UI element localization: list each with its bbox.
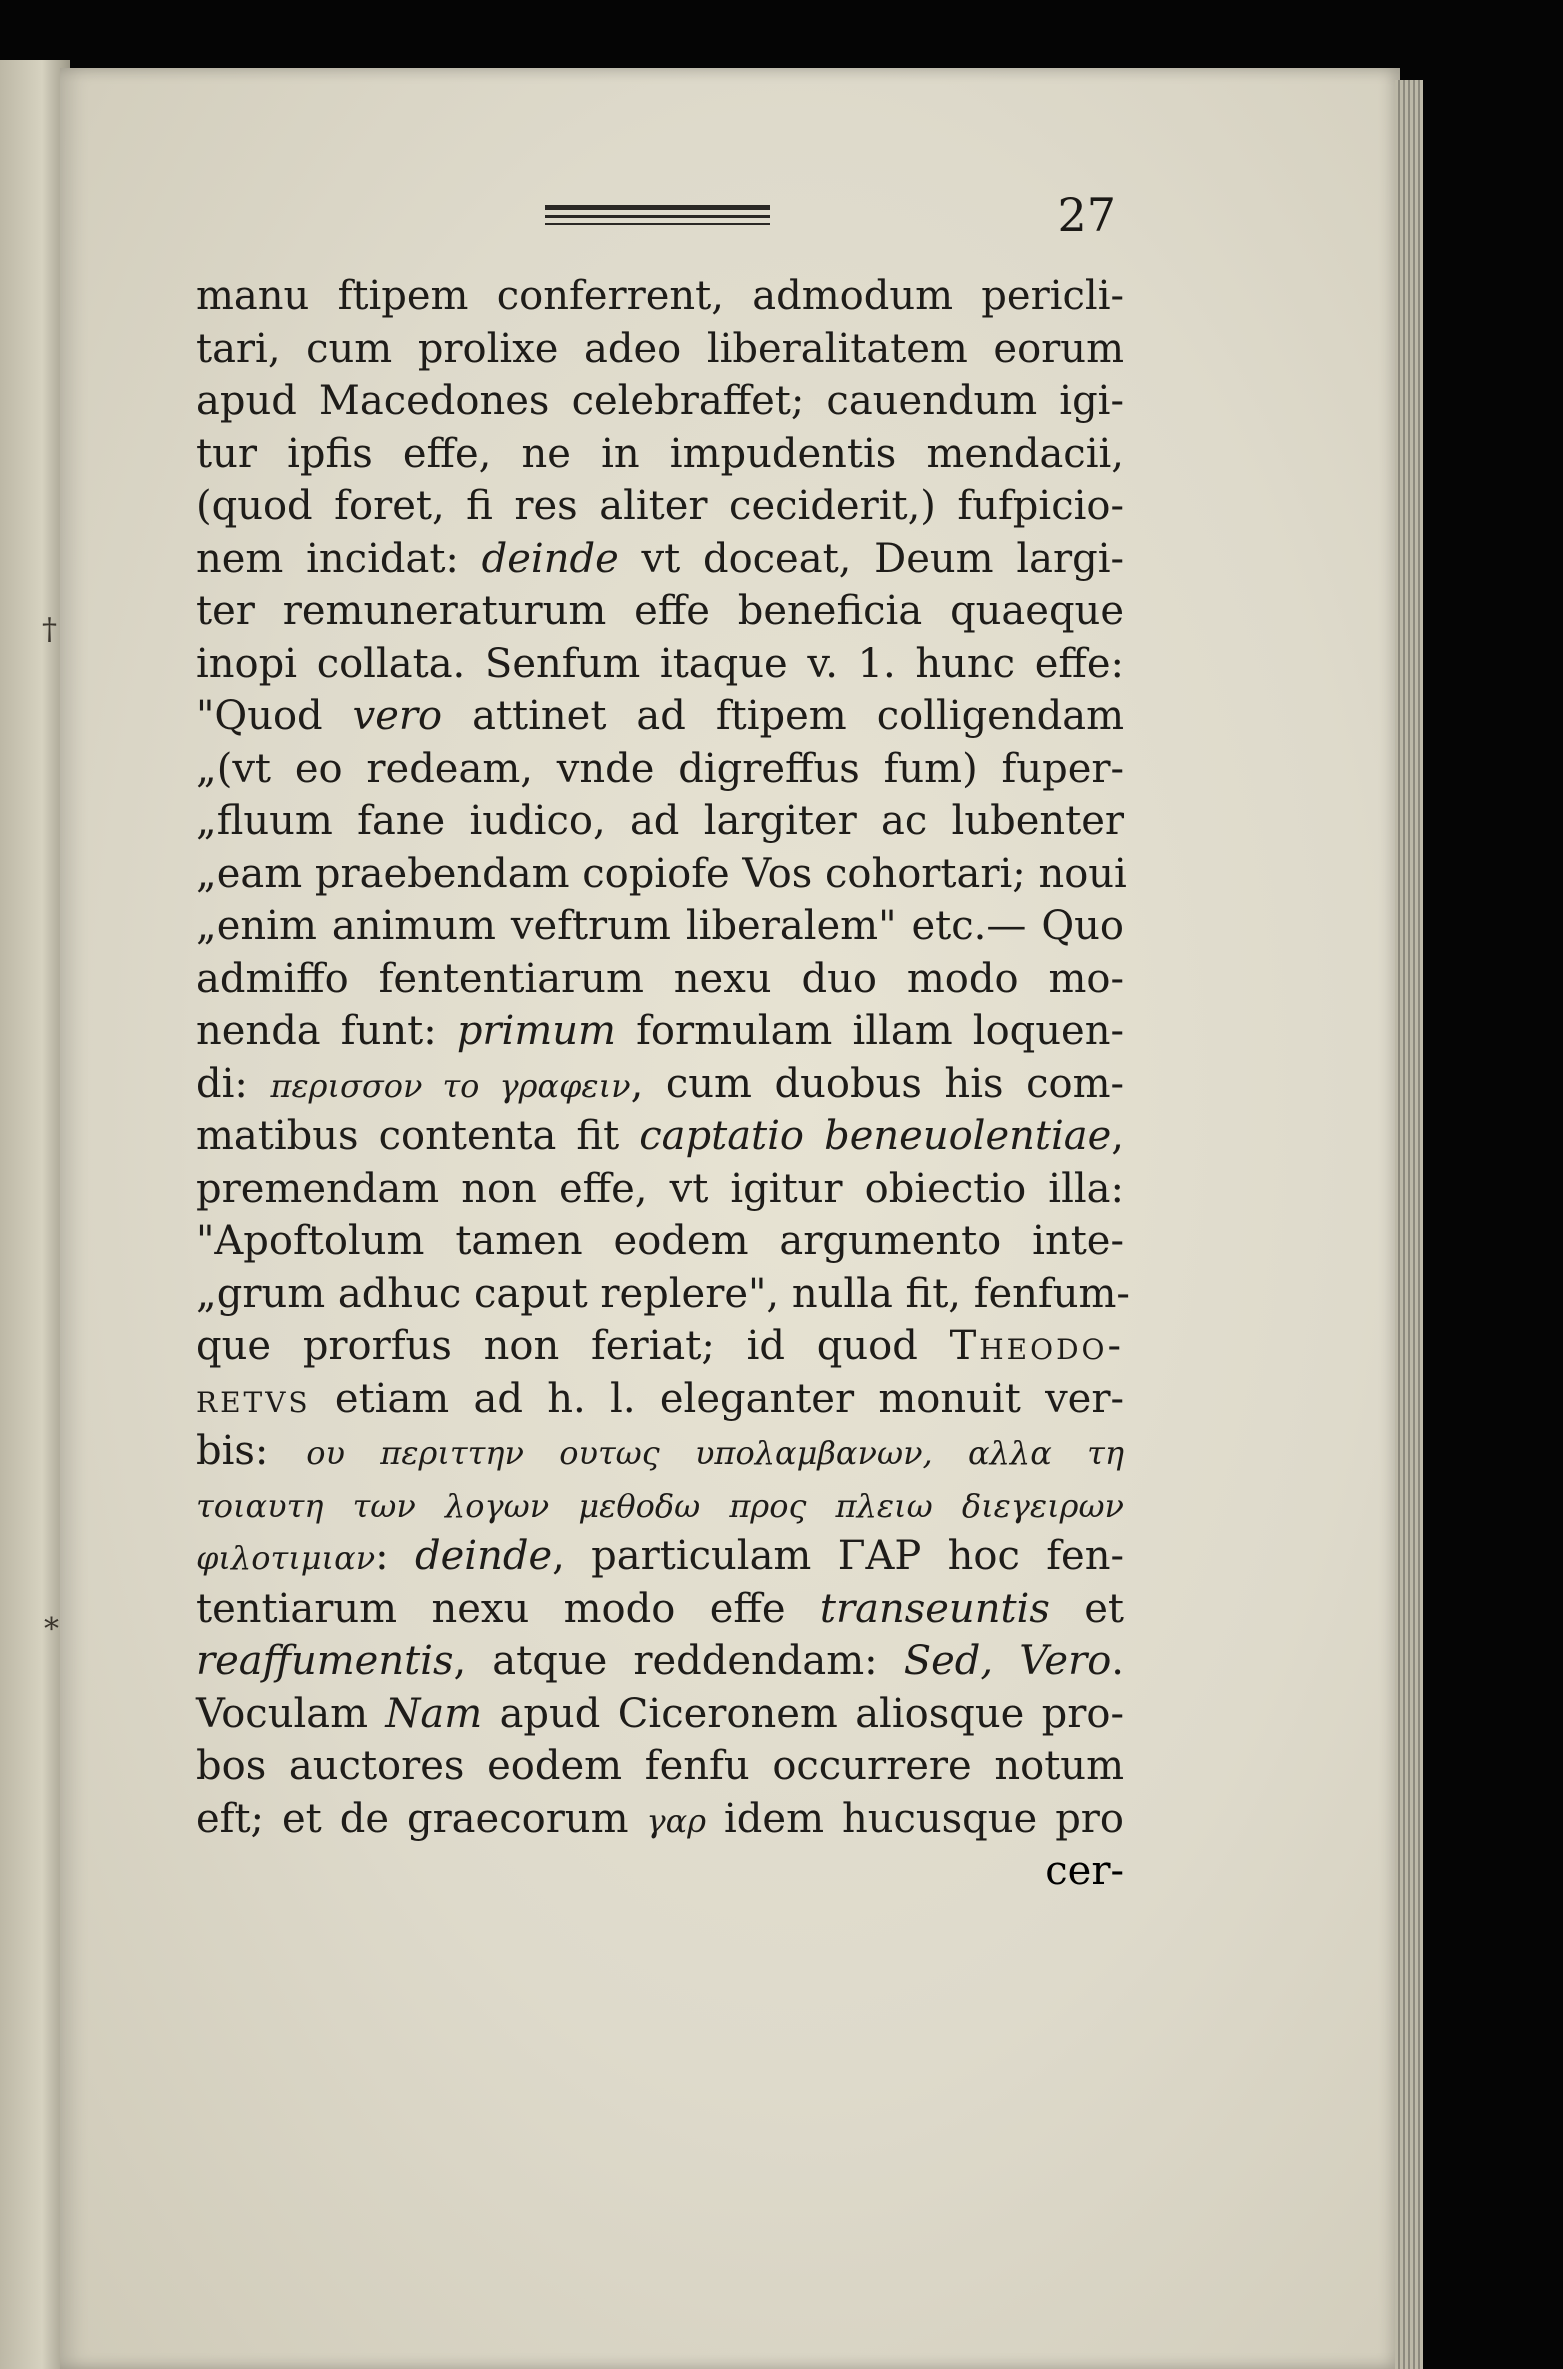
text-line [196, 1215, 1124, 1268]
text-line [196, 1268, 1130, 1321]
text-line [196, 1688, 1124, 1741]
header-rule [545, 223, 770, 225]
text-segment: tentiarum nexu modo effe [196, 1585, 820, 1632]
text-line [196, 1058, 1124, 1111]
text-segment: idem hucusque pro [706, 1795, 1125, 1842]
text-segment: "Quod [196, 693, 353, 739]
text-segment: , particulam ΓΑΡ hoc fen- [552, 1533, 1124, 1579]
text-segment: transeuntis [819, 1585, 1050, 1632]
text-line [196, 323, 1124, 376]
text-segment: ter remuneraturum effe beneficia quaeque [196, 588, 1124, 634]
page-number: 27 [1057, 188, 1116, 242]
text-segment: „enim animum veftrum liberalem" etc.— Quo [196, 903, 1124, 949]
text-segment: bis: [196, 1428, 307, 1474]
text-segment: "Apoftolum tamen eodem argumento inte- [196, 1218, 1124, 1264]
page-edges [1395, 80, 1423, 2369]
margin-mark: * [44, 1612, 59, 1647]
catchword [196, 1845, 1124, 1898]
text-segment: (quod foret, fi res aliter ceciderit,) fufpicio- [196, 483, 1124, 529]
text-line [196, 953, 1124, 1006]
text-segment: di: [196, 1060, 271, 1107]
text-segment: premendam non effe, vt igitur obiectio illa: [196, 1165, 1124, 1212]
text-line [196, 1740, 1124, 1793]
text-line [196, 1793, 1124, 1846]
text-segment: que prorfus non feriat; id quod [196, 1323, 950, 1369]
text-line [196, 690, 1124, 743]
text-segment: tur ipfis effe, ne in impudentis mendacii, [196, 430, 1124, 477]
text-line [196, 638, 1124, 691]
text-line [196, 1373, 1124, 1426]
text-segment: „fluum fane iudico, ad largiter ac lubenter [196, 798, 1124, 844]
text-line [196, 1005, 1124, 1058]
header-rule [545, 215, 770, 218]
margin-mark: † [42, 612, 57, 647]
text-line [196, 480, 1124, 533]
text-segment: Nam [385, 1690, 483, 1737]
text-segment: ου περιττην ουτως υπολαμβανων, αλλα τη [306, 1434, 1124, 1472]
text-segment: inopi collata. Senfum itaque v. 1. hunc effe: [196, 640, 1124, 687]
text-segment: matibus contenta fit [196, 1113, 640, 1159]
text-segment: φιλοτιμιαν [196, 1539, 376, 1577]
text-line [196, 743, 1124, 796]
text-line [196, 428, 1124, 481]
text-segment: „eam praebendam copiofe Vos cohortari; noui [196, 850, 1127, 897]
text-segment: „(vt eo redeam, vnde digreffus fum) fuper- [196, 745, 1124, 792]
text-line [196, 1478, 1124, 1531]
text-segment: : [375, 1533, 415, 1579]
text-line [196, 1583, 1124, 1636]
header-rule [545, 205, 770, 210]
text-line [196, 1425, 1124, 1478]
text-segment: primum [456, 1008, 616, 1054]
text-segment: manu ftipem conferrent, admodum pericli- [196, 273, 1124, 319]
text-segment: Voculam [196, 1690, 386, 1737]
text-line [196, 1163, 1124, 1216]
text-segment: attinet ad ftipem colligendam [442, 693, 1124, 739]
text-segment: et [1049, 1585, 1125, 1632]
text-segment: deinde [415, 1533, 553, 1579]
text-segment: bos auctores eodem fenfu occurrere notum [196, 1743, 1124, 1789]
text-segment: retvs [196, 1375, 311, 1422]
text-segment: captatio beneuolentiae [639, 1113, 1112, 1159]
text-line [196, 375, 1124, 428]
text-line [196, 900, 1124, 953]
text-segment: „grum adhuc caput replere", nulla fit, fenfum- [196, 1270, 1130, 1317]
text-line [196, 848, 1127, 901]
text-line [196, 1110, 1124, 1163]
text-segment: vt doceat, Deum largi- [618, 535, 1125, 582]
text-segment: reaffumentis [196, 1638, 454, 1684]
text-line [196, 533, 1124, 586]
text-segment: formulam illam loquen- [615, 1008, 1124, 1054]
text-segment: deinde [481, 535, 619, 582]
body-text [196, 270, 1130, 1845]
text-segment: περισσον το γραφειν [270, 1066, 631, 1105]
text-segment: apud Macedones celebraffet; cauendum igi- [196, 378, 1124, 424]
text-line [196, 270, 1124, 323]
text-line [196, 585, 1124, 638]
text-segment: Theodo- [949, 1323, 1124, 1369]
text-segment: vero [352, 693, 443, 739]
text-line [196, 1635, 1124, 1688]
text-segment: etiam ad h. l. eleganter monuit ver- [310, 1375, 1124, 1422]
text-line [196, 1320, 1124, 1373]
text-segment: τοιαυτη των λογων μεθοδω προς πλειω διεγειρων [196, 1486, 1124, 1525]
text-segment: , cum duobus his com- [630, 1060, 1125, 1107]
text-segment: apud Ciceronem aliosque pro- [482, 1690, 1125, 1737]
text-segment: , [1111, 1113, 1124, 1159]
text-segment: nenda funt: [196, 1008, 457, 1054]
text-segment: tari, cum prolixe adeo liberalitatem eorum [196, 325, 1124, 372]
text-segment: Sed, Vero [903, 1638, 1112, 1684]
text-line [196, 1530, 1124, 1583]
text-segment: , atque reddendam: [453, 1638, 904, 1684]
text-segment: eft; et de graecorum [196, 1795, 647, 1842]
catchword-text: cer- [1045, 1848, 1124, 1894]
text-segment: nem incidat: [196, 535, 482, 582]
text-segment: . [1111, 1638, 1124, 1684]
text-segment: γαρ [646, 1801, 707, 1840]
text-segment: admiffo fententiarum nexu duo modo mo- [196, 955, 1124, 1002]
text-line [196, 795, 1124, 848]
